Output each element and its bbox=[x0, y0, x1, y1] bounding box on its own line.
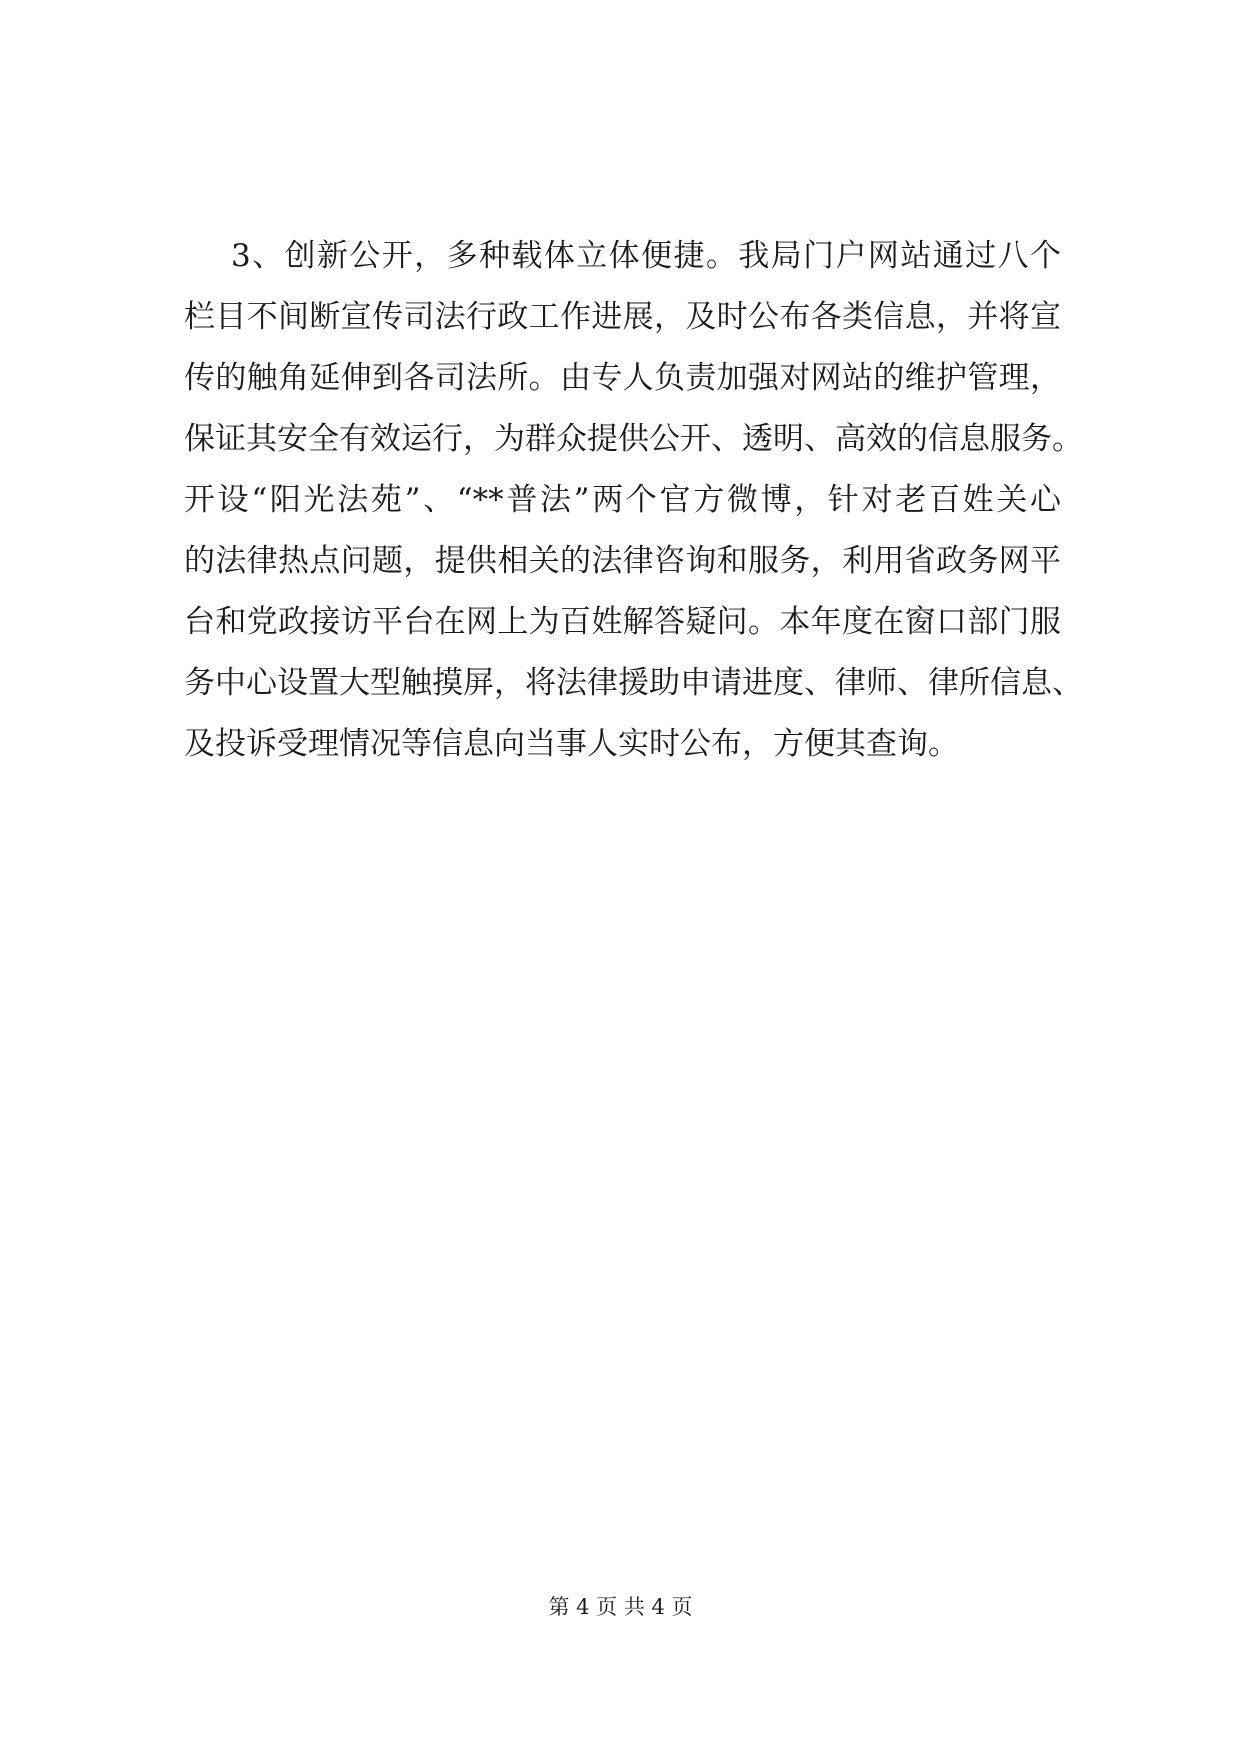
paragraph-line: 务中心设置大型触摸屏，将法律援助申请进度、律师、律所信息、 bbox=[184, 665, 1083, 701]
paragraph-line: 3、创新公开，多种载体立体便捷。我局门户网站通过八个 bbox=[231, 238, 1061, 274]
paragraph-line: 台和党政接访平台在网上为百姓解答疑问。本年度在窗口部门服 bbox=[184, 604, 1061, 640]
paragraph-line: 开设“阳光法苑”、“**普法”两个官方微博，针对老百姓关心 bbox=[184, 482, 1061, 518]
body-paragraph bbox=[184, 226, 1083, 775]
paragraph-line: 栏目不间断宣传司法行政工作进展，及时公布各类信息，并将宣 bbox=[184, 299, 1061, 335]
paragraph-line: 传的触角延伸到各司法所。由专人负责加强对网站的维护管理， bbox=[184, 360, 1061, 396]
page-number-footer: 第 4 页 共 4 页 bbox=[548, 1595, 693, 1619]
paragraph-line: 保证其安全有效运行，为群众提供公开、透明、高效的信息服务。 bbox=[184, 421, 1083, 457]
paragraph-line: 的法律热点问题，提供相关的法律咨询和服务，利用省政务网平 bbox=[184, 543, 1061, 579]
paragraph-line: 及投诉受理情况等信息向当事人实时公布，方便其查询。 bbox=[184, 726, 959, 762]
